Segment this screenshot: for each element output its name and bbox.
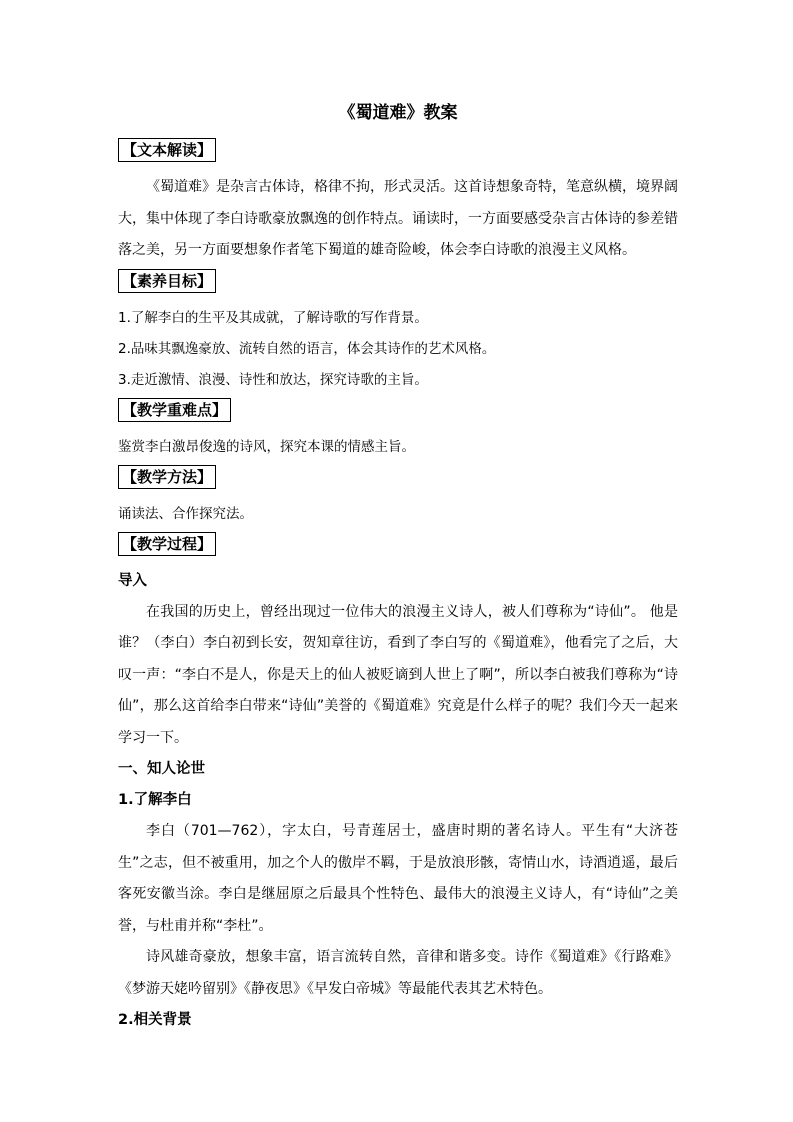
section-keypoints <box>118 398 678 428</box>
section-heading-process: 【教学过程】 <box>118 532 216 556</box>
section-methods <box>118 465 678 495</box>
section-process <box>118 532 678 562</box>
section-heading-reading: 【文本解读】 <box>118 138 216 162</box>
section-reading <box>118 138 678 168</box>
sub1-label: 1.了解李白 <box>118 792 192 808</box>
libai-paragraph-1: 李白（701—762），字太白，号青莲居士，盛唐时期的著名诗人。平生有“大济苍生”之志，但不被重用，加之个人的傲岸不羁，于是放浪形骸，寄情山水，诗酒逍遥，最后客死安徽当涂。李白是继屈原之后最具个性特色、最伟大的浪漫主义诗人，有“诗仙”之美誉，与杜甫并称“李杜”。 <box>118 823 678 934</box>
methods-text: 诵读法、合作探究法。 <box>118 505 253 522</box>
reading-paragraph: 《蜀道难》是杂言古体诗，格律不拘，形式灵活。这首诗想象奇特，笔意纵横，境界阔大，集中体现了李白诗歌豪放飘逸的创作特点。诵读时，一方面要感受杂言古体诗的参差错落之美，另一方面要想象作者笔下蜀道的雄奇险峻，体会李白诗歌的浪漫主义风格。 <box>118 179 678 258</box>
section-heading-keypoints: 【教学重难点】 <box>118 398 231 422</box>
section-goals <box>118 269 678 299</box>
section-heading-methods: 【教学方法】 <box>118 465 216 489</box>
keypoints-text: 鉴赏李白激昂俊逸的诗风，探究本课的情感主旨。 <box>118 438 415 455</box>
goal-item-2: 2.品味其飘逸豪放、流转自然的语言，体会其诗作的艺术风格。 <box>118 340 496 357</box>
goal-item-3: 3.走近激情、浪漫、诗性和放达，探究诗歌的主旨。 <box>118 371 428 388</box>
section-heading-goals: 【素养目标】 <box>118 269 216 293</box>
goal-item-1: 1.了解李白的生平及其成就，了解诗歌的写作背景。 <box>118 309 428 326</box>
part1-label: 一、知人论世 <box>118 761 205 777</box>
page-title: 《蜀道难》教案 <box>338 103 458 123</box>
document-body <box>118 100 678 1036</box>
intro-label: 导入 <box>118 572 147 589</box>
sub2-label: 2.相关背景 <box>118 1012 192 1028</box>
intro-paragraph: 在我国的历史上，曾经出现过一位伟大的浪漫主义诗人，被人们尊称为“诗仙”。 他是谁？（李白）李白初到长安，贺知章往访，看到了李白写的《蜀道难》，他看完了之后，大叹一声：“李白不是人，你是天上的仙人被贬谪到人世上了啊”，所以李白被我们尊称为“诗仙”，那么这首给李白带来“诗仙”美誉的《蜀道难》究竟是什么样子的呢？我们今天一起来学习一下。 <box>118 603 678 746</box>
libai-paragraph-2: 诗风雄奇豪放，想象丰富，语言流转自然，音律和谐多变。诗作《蜀道难》《行路难》《梦游天姥吟留别》《静夜思》《早发白帝城》等最能代表其艺术特色。 <box>118 949 678 997</box>
